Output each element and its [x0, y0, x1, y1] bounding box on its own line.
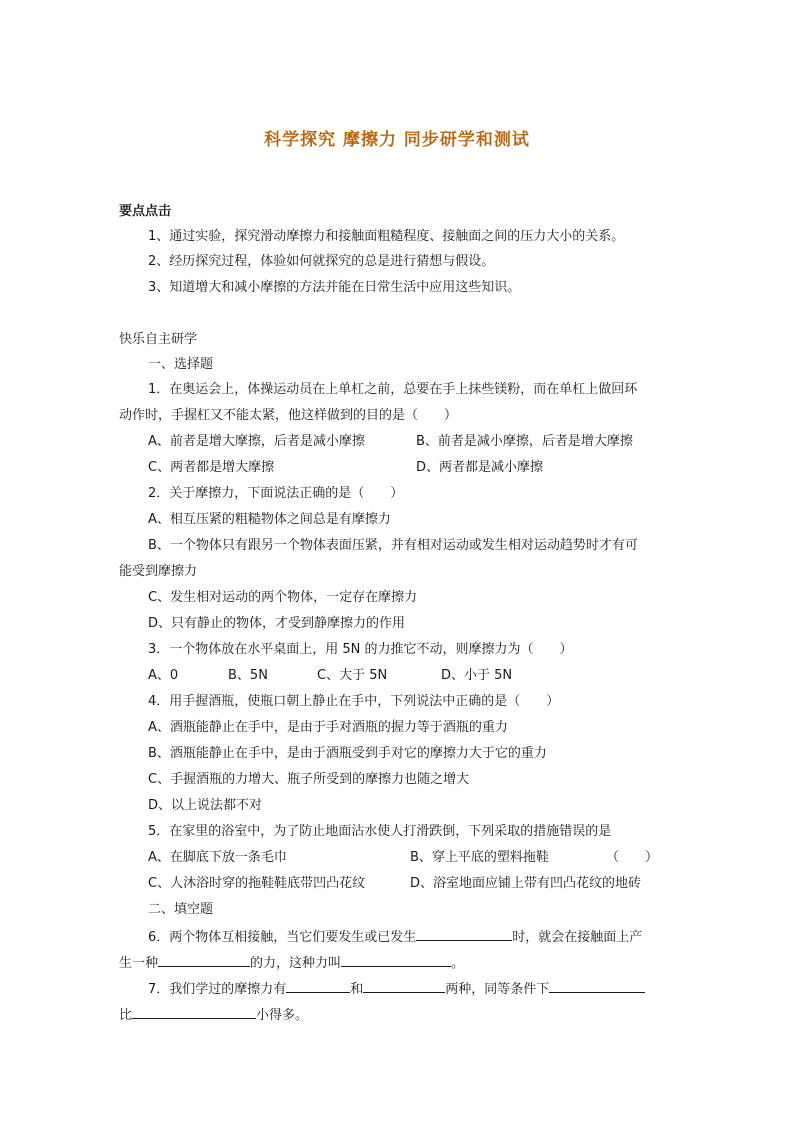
- q7-text-1: 7．我们学过的摩擦力有: [148, 982, 287, 997]
- q7-blank-3[interactable]: [549, 979, 645, 993]
- q6-blank-3[interactable]: [341, 953, 451, 967]
- q1-option-b: B、前者是减小摩擦，后者是增大摩擦: [416, 434, 633, 449]
- part-heading-fill: 二、填空题: [148, 902, 214, 917]
- q7-line1: [148, 979, 645, 999]
- q1-stem-line2: 动作时，手握杠又不能太紧，他这样做到的目的是（ ）: [119, 408, 458, 423]
- section-heading-key-points: 要点点击: [119, 204, 172, 219]
- q3-stem: 3．一个物体放在水平桌面上，用 5N 的力推它不动，则摩擦力为（ ）: [148, 642, 573, 657]
- q1-option-c: C、两者都是增大摩擦: [148, 460, 275, 475]
- q5-stem: 5．在家里的浴室中，为了防止地面沾水使人打滑跌倒，下列采取的措施错误的是: [148, 824, 612, 839]
- key-point-2: 2、经历探究过程，体验如何就探究的总是进行猜想与假设。: [148, 254, 495, 269]
- q5-option-b: B、穿上平底的塑料拖鞋: [410, 850, 549, 865]
- q6-blank-2[interactable]: [158, 953, 250, 967]
- section-heading-self-study: 快乐自主研学: [119, 332, 198, 347]
- key-point-3: 3、知道增大和减小摩擦的方法并能在日常生活中应用这些知识。: [148, 280, 521, 295]
- key-point-1: 1、通过实验，探究滑动摩擦力和接触面粗糙程度、接触面之间的压力大小的关系。: [148, 229, 625, 244]
- q7-text-4: 比: [119, 1008, 133, 1023]
- q3-option-d: D、小于 5N: [441, 668, 513, 683]
- q3-option-b: B、5N: [228, 668, 268, 683]
- q6-text-3: 生一种: [119, 956, 159, 971]
- q1-option-d: D、两者都是减小摩擦: [416, 460, 544, 475]
- q5-answer-paren: （ ）: [606, 850, 659, 865]
- page-title: 科学探究 摩擦力 同步研学和测试: [264, 130, 530, 150]
- q4-option-d: D、以上说法都不对: [148, 798, 263, 813]
- q7-blank-2[interactable]: [363, 979, 445, 993]
- q4-option-b: B、酒瓶能静止在手中，是由于酒瓶受到手对它的摩擦力大于它的重力: [148, 746, 547, 761]
- q3-option-a: A、0: [148, 668, 179, 683]
- q7-line2: [119, 1005, 308, 1025]
- q7-blank-1[interactable]: [286, 979, 350, 993]
- q2-option-b-line2: 能受到摩擦力: [119, 564, 198, 579]
- q6-blank-1[interactable]: [416, 927, 512, 941]
- q5-option-c: C、人沐浴时穿的拖鞋鞋底带凹凸花纹: [148, 876, 366, 891]
- q2-option-a: A、相互压紧的粗糙物体之间总是有摩擦力: [148, 512, 391, 527]
- q4-option-c: C、手握酒瓶的力增大、瓶子所受到的摩擦力也随之增大: [148, 772, 470, 787]
- q5-option-a: A、在脚底下放一条毛巾: [148, 850, 287, 865]
- q1-option-a: A、前者是增大摩擦，后者是减小摩擦: [148, 434, 365, 449]
- q5-option-d: D、浴室地面应铺上带有凹凸花纹的地砖: [410, 876, 642, 891]
- q7-text-5: 小得多。: [256, 1008, 309, 1023]
- q1-stem-line1: 1．在奥运会上，体操运动员在上单杠之前，总要在手上抹些镁粉，而在单杠上做回环: [148, 382, 638, 397]
- q6-line2: [119, 953, 464, 973]
- q2-option-b-line1: B、一个物体只有跟另一个物体表面压紧，并有相对运动或发生相对运动趋势时才有可: [148, 538, 638, 553]
- q2-option-c: C、发生相对运动的两个物体，一定存在摩擦力: [148, 590, 418, 605]
- q6-line1: [148, 927, 642, 947]
- q6-text-4: 的力，这种力叫: [250, 956, 342, 971]
- q2-stem: 2．关于摩擦力，下面说法正确的是（ ）: [148, 486, 404, 501]
- q6-text-2: 时，就会在接触面上产: [512, 930, 643, 945]
- q3-option-c: C、大于 5N: [317, 668, 388, 683]
- q2-option-d: D、只有静止的物体，才受到静摩擦力的作用: [148, 616, 406, 631]
- q7-text-3: 两种，同等条件下: [445, 982, 550, 997]
- q4-option-a: A、酒瓶能静止在手中，是由于手对酒瓶的握力等于酒瓶的重力: [148, 720, 508, 735]
- q6-text-1: 6．两个物体互相接触，当它们要发生或已发生: [148, 930, 417, 945]
- q6-text-5: 。: [451, 956, 465, 971]
- part-heading-choice: 一、选择题: [148, 357, 214, 372]
- q7-blank-4[interactable]: [132, 1005, 256, 1019]
- q4-stem: 4．用手握酒瓶，使瓶口朝上静止在手中，下列说法中正确的是（ ）: [148, 694, 560, 709]
- q7-text-2: 和: [350, 982, 364, 997]
